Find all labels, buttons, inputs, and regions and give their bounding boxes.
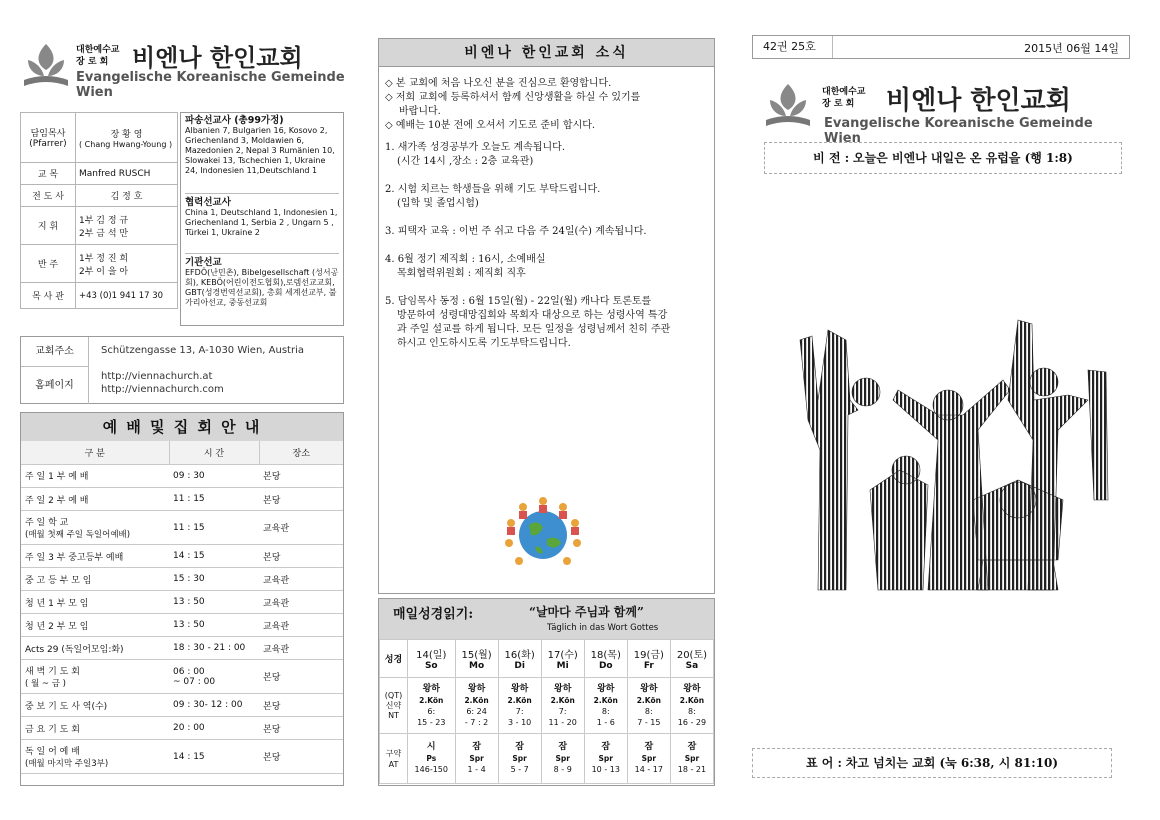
news-item-line: 과 주일 설교를 하게 됩니다. 모든 일정을 성령님께서 친히 주관 [397,324,671,335]
bible-day-date: 18(목) [590,650,621,661]
ot-reading [670,734,713,784]
news-item-line: 2. 시험 치르는 학생들을 위해 기도 부탁드립니다. [385,184,601,195]
vision-text: 오늘은 비엔나 내일은 온 유럽을 (행 1:8) [852,151,1073,165]
service-row [21,568,343,591]
bible-day [670,640,713,678]
staff-name: 김 정 호 [76,185,178,207]
logo-prefix-bottom: 장 로 회 [822,99,855,109]
ot-book: 잠 [472,742,481,752]
staff-role: 담임목사 [30,129,66,139]
bible-day [627,640,670,678]
service-col-header: 시 간 [169,441,259,464]
service-row [21,511,343,545]
news-item [385,295,708,351]
service-row [21,717,343,740]
ot-reading [584,734,627,784]
nt-chapter: 6: [427,706,436,716]
service-row [21,740,343,774]
nt-chapter: 6: 24 [466,706,487,716]
staff-name: 1부 정 진 희 [79,253,129,264]
ot-chapters: 146-150 [414,765,448,774]
service-name: 독 일 어 예 배 [25,747,80,757]
service-col-header: 장소 [259,441,343,464]
ot-book-de: Spr [512,754,527,763]
ot-reading [498,734,541,784]
staff-name: Manfred RUSCH [76,163,178,185]
nt-book-de: 2.Kön [464,695,489,705]
vision-box [764,142,1122,174]
staff-name: +43 (0)1 941 17 30 [76,283,178,309]
bible-day [584,640,627,678]
ot-reading [627,734,670,784]
address-value: Schützengasse 13, A-1030 Wien, Austria [101,345,304,356]
service-row [21,488,343,511]
website-link-2[interactable]: http://viennachurch.com [101,384,224,395]
nt-book: 왕하 [467,683,486,694]
motto-label: 표 어 : [805,756,842,770]
service-place: 본당 [259,465,343,488]
news-item [385,183,708,211]
staff-role: 지 휘 [21,207,76,245]
service-list [21,465,343,775]
news-items [385,141,708,351]
nt-book: 왕하 [422,683,440,694]
nt-reading [670,678,713,734]
service-time: 13 : 50 [173,620,205,630]
bible-day-name: So [424,661,438,671]
motto-box [752,748,1112,778]
news-intro: ◇ 본 교회에 처음 나오신 분을 진심으로 환영합니다. [385,78,612,89]
nt-book: 왕하 [554,683,572,694]
ot-book: 잠 [687,742,697,752]
ot-book: 잠 [644,742,654,752]
news-item-line: (시간 14시 ,장소 : 2층 교육관) [397,156,534,167]
logo-subtitle: Evangelische Koreanische Gemeinde Wien [824,116,1093,146]
address-label: 교회주소 [21,337,89,367]
bible-day-date: 14(일) [416,650,447,661]
service-time: 11 : 15 [173,522,205,533]
staff-role-sub: (Pfarrer) [29,139,67,149]
church-logo [20,38,350,98]
nt-chapter: 8: [688,706,696,716]
news-item [385,225,708,239]
bible-table [379,639,714,784]
nt-reading [584,678,627,734]
service-time: 15 : 30 [173,574,205,584]
nt-chapter: 8: [644,706,653,716]
nt-book-de: 2.Kön [636,695,661,705]
ot-book: 잠 [601,742,611,752]
ot-chapters: 5 - 7 [510,765,529,774]
service-place: 교육관 [259,637,343,660]
bible-reading-box [378,598,715,786]
service-col-header: 구 분 [21,441,169,464]
service-time: 09 : 30- 12 : 00 [173,700,243,710]
news-title: 비엔나 한인교회 소식 [379,39,714,67]
staff-name: 장 황 영 [110,129,143,140]
nt-verses: 16 - 29 [677,717,707,727]
service-name: 청 년 2 부 모 임 [25,621,89,632]
ot-reading [455,734,498,784]
service-name: 청 년 1 부 모 임 [25,598,89,609]
bible-day-date: 17(수) [547,650,578,661]
bible-title: 매일성경읽기: [393,607,474,622]
volume-number: 42권 25호 [753,36,833,58]
service-note: (매월 첫째 주일 독일어예배) [25,530,131,540]
bible-day [455,640,498,678]
nt-book-de: 2.Kön [550,695,575,705]
nt-verses: 1 - 6 [596,717,615,727]
website-label: 홈페이지 [21,367,89,404]
nt-book-de: 2.Kön [593,695,618,705]
nt-verses: - 7 : 2 [464,717,489,727]
ot-reading [408,734,456,784]
news-intro: ◇ 저희 교회에 등록하셔서 함께 신앙생활을 하실 수 있기를 [385,92,641,103]
nt-verses: 15 - 23 [417,717,446,727]
service-row [21,694,343,717]
ot-book-de: Spr [641,754,657,763]
service-time: 09 : 30 [173,470,205,481]
bible-day-name: Do [598,661,613,671]
dancing-people-artwork [788,300,1118,600]
service-time: 14 : 15 [173,551,205,561]
ot-book-de: Spr [684,754,700,763]
service-name: Acts 29 (독일어모임:화) [25,644,124,655]
service-place: 본당 [259,660,343,694]
nt-book: 왕하 [510,683,529,694]
nt-verses: 11 - 20 [548,717,577,727]
service-row [21,545,343,568]
ot-book: 잠 [558,742,568,752]
nt-book: 왕하 [683,683,701,694]
service-place: 교육관 [259,591,343,614]
service-row [21,591,343,614]
nt-book-de: 2.Kön [419,695,444,705]
service-name: 주 일 1 부 예 배 [25,472,89,483]
nt-book-de: 2.Kön [679,695,705,705]
ot-book: 잠 [515,742,524,752]
news-item-line: 목회협력위원회 : 제직회 직후 [397,268,526,279]
bible-day [408,640,456,678]
staff-name: 1부 김 정 규 [79,215,129,226]
ot-chapters: 14 - 17 [634,765,663,774]
service-place: 본당 [259,488,343,511]
ot-book-de: Spr [598,754,613,763]
bible-day-date: 19(금) [633,650,664,661]
news-intro: ◇ 예배는 10분 전에 오셔서 기도로 준비 합시다. [385,120,596,131]
nt-verses: 3 - 10 [508,717,532,727]
logo-subtitle: Evangelische Koreanische Gemeinde Wien [76,70,345,100]
service-name: 중 고 등 부 모 임 [25,575,92,586]
ot-label: 구약 [385,748,402,758]
bible-day [541,640,584,678]
mission-text: Albanien 7, Bulgarien 16, Kosovo 2, Griechenland 3, Moldawien 6, Mazedonien 2, Nepal 3 Rumänien 10, Slowakei 13, Tschechien 1, Ukraine 24, Indonesien 11,Deutschland 1 [185,126,339,194]
bible-day-date: 16(화) [504,650,535,661]
service-time: 13 : 50 [173,597,205,607]
nt-chapter: 7: [515,706,524,716]
mission-title: 파송선교사 (총99가정) [185,115,284,126]
service-time-end: ~ 07 : 00 [173,676,216,687]
church-logo-icon [22,40,70,90]
org-title: 기관선교 [185,257,222,268]
org-text: EFDÖ(난민촌), Bibelgesellschaft (성서공회), KEBÖ(어린이전도협회),로뎀선교교회, GBT(성경번역선교회), 총회 세계선교부, 불가리아선교, 중동선교회 [185,268,339,307]
staff-name-sub: 2부 이 을 아 [79,266,129,277]
bible-day-name: Mo [469,661,485,671]
bible-day-name: Fr [643,661,654,671]
news-intro: 바랍니다. [399,106,441,117]
service-place: 교육관 [259,511,343,545]
issue-date: 2015년 06월 14일 [1024,42,1119,55]
service-place: 본당 [259,717,343,740]
ot-chapters: 10 - 13 [591,765,620,774]
service-row [21,637,343,660]
nt-reading [627,678,670,734]
service-time: 11 : 15 [173,494,205,504]
logo-title: 비엔나 한인교회 [132,44,303,72]
ot-book-de: Ps [426,754,437,763]
ot-chapters: 18 - 21 [677,765,707,774]
service-time: 20 : 00 [173,723,205,733]
news-item-line: 3. 피택자 교육 : 이번 주 쉬고 다음 주 24일(수) 계속됩니다. [385,226,647,237]
service-name: 새 벽 기 도 회 [25,667,80,677]
staff-name-sub: 2부 금 석 만 [79,228,129,239]
service-name: 중 보 기 도 사 역(수) [25,701,108,712]
staff-role: 반 주 [21,245,76,283]
bible-quote: “날마다 주님과 함께” [529,605,644,619]
nt-book-de: 2.Kön [507,695,532,705]
nt-book: 왕하 [597,683,615,694]
service-title: 예 배 및 집 회 안 내 [21,413,343,441]
ot-label: AT [388,759,399,769]
nt-reading [541,678,584,734]
staff-table [20,112,178,309]
nt-label: (QT) [384,690,403,700]
logo-prefix-bottom: 장 로 회 [76,57,109,67]
news-item-line: 4. 6월 정기 제직회 : 16시, 소예배실 [385,254,546,265]
nt-chapter: 7: [558,706,567,716]
news-item [385,253,708,281]
logo-prefix-top: 대한예수교 [822,87,866,97]
service-schedule [20,412,344,786]
service-place: 본당 [259,740,343,774]
nt-label: 신약 [385,700,402,710]
logo-prefix-top: 대한예수교 [76,45,120,55]
ot-chapters: 8 - 9 [553,765,572,774]
logo-title: 비엔나 한인교회 [886,86,1071,116]
staff-name-sub: ( Chang Hwang-Young ) [79,139,173,149]
bible-label: 성경 [380,640,408,678]
website-link-1[interactable]: http://viennachurch.at [101,371,213,382]
service-place: 본당 [259,545,343,568]
nt-reading [498,678,541,734]
news-item-line: 하시고 인도하시도록 기도부탁드립니다. [397,338,571,349]
service-name: 주 일 학 교 [25,518,69,528]
service-place: 교육관 [259,614,343,637]
church-logo-icon [764,80,812,130]
bible-day-name: Di [514,661,525,671]
nt-verses: 7 - 15 [637,717,661,727]
service-note: (매월 마지막 주일3부) [25,759,109,769]
service-name: 금 요 기 도 회 [25,724,80,735]
issue-header [752,35,1130,59]
staff-role: 전 도 사 [21,185,76,207]
staff-role: 교 목 [21,163,76,185]
church-logo-right [762,78,1122,146]
news-item-line: 5. 담임목사 동정 : 6월 15일(월) - 22일(월) 캐나다 토론토를 [385,296,652,307]
service-time: 18 : 30 - 21 : 00 [173,643,246,653]
service-row [21,465,343,488]
bible-subtitle: Täglich in das Wort Gottes [547,623,659,633]
news-item-line: 방문하여 성령대망집회와 목회자 대상으로 하는 성령사역 특강 [397,310,668,321]
service-place: 본당 [259,694,343,717]
service-time: 14 : 15 [173,751,205,762]
bible-day-name: Mi [556,661,569,671]
news-box [378,38,715,594]
ot-book-de: Spr [469,754,484,763]
news-content [379,67,714,361]
coop-text: China 1, Deutschland 1, Indonesien 1, Griechenland 1, Serbia 2 , Ungarn 5 , Türkei 1, Ukraine 2 [185,208,339,254]
service-time: 06 : 00 [173,666,205,677]
motto-text: 차고 넘치는 교회 (눅 6:38, 시 81:10) [845,756,1059,770]
nt-book: 왕하 [640,683,658,694]
nt-label: NT [388,710,399,720]
bible-day-date: 15(월) [461,650,492,661]
news-item-line: 1. 새가족 성경공부가 오늘도 계속됩니다. [385,142,565,153]
bible-day-name: Sa [685,661,699,671]
service-place: 교육관 [259,568,343,591]
news-item [385,141,708,169]
globe-people-icon [501,489,585,573]
missions-box [180,112,344,326]
news-item-line: (입학 및 졸업시험) [397,198,479,209]
nt-chapter: 8: [601,706,610,716]
ot-book-de: Spr [555,754,570,763]
ot-reading [541,734,584,784]
service-note: ( 월 ~ 금 ) [25,679,66,689]
bible-day [498,640,541,678]
nt-reading [408,678,456,734]
nt-reading [455,678,498,734]
coop-title: 협력선교사 [185,197,231,208]
ot-book: 시 [426,742,436,752]
ot-chapters: 1 - 4 [467,765,486,774]
staff-role: 목 사 관 [21,283,76,309]
address-box [20,336,344,404]
service-row [21,614,343,637]
service-row [21,660,343,694]
service-name: 주 일 3 부 중고등부 예배 [25,552,124,563]
bible-day-date: 20(토) [676,650,708,661]
service-name: 주 일 2 부 예 배 [25,495,89,506]
vision-label: 비 전 : [813,151,850,165]
